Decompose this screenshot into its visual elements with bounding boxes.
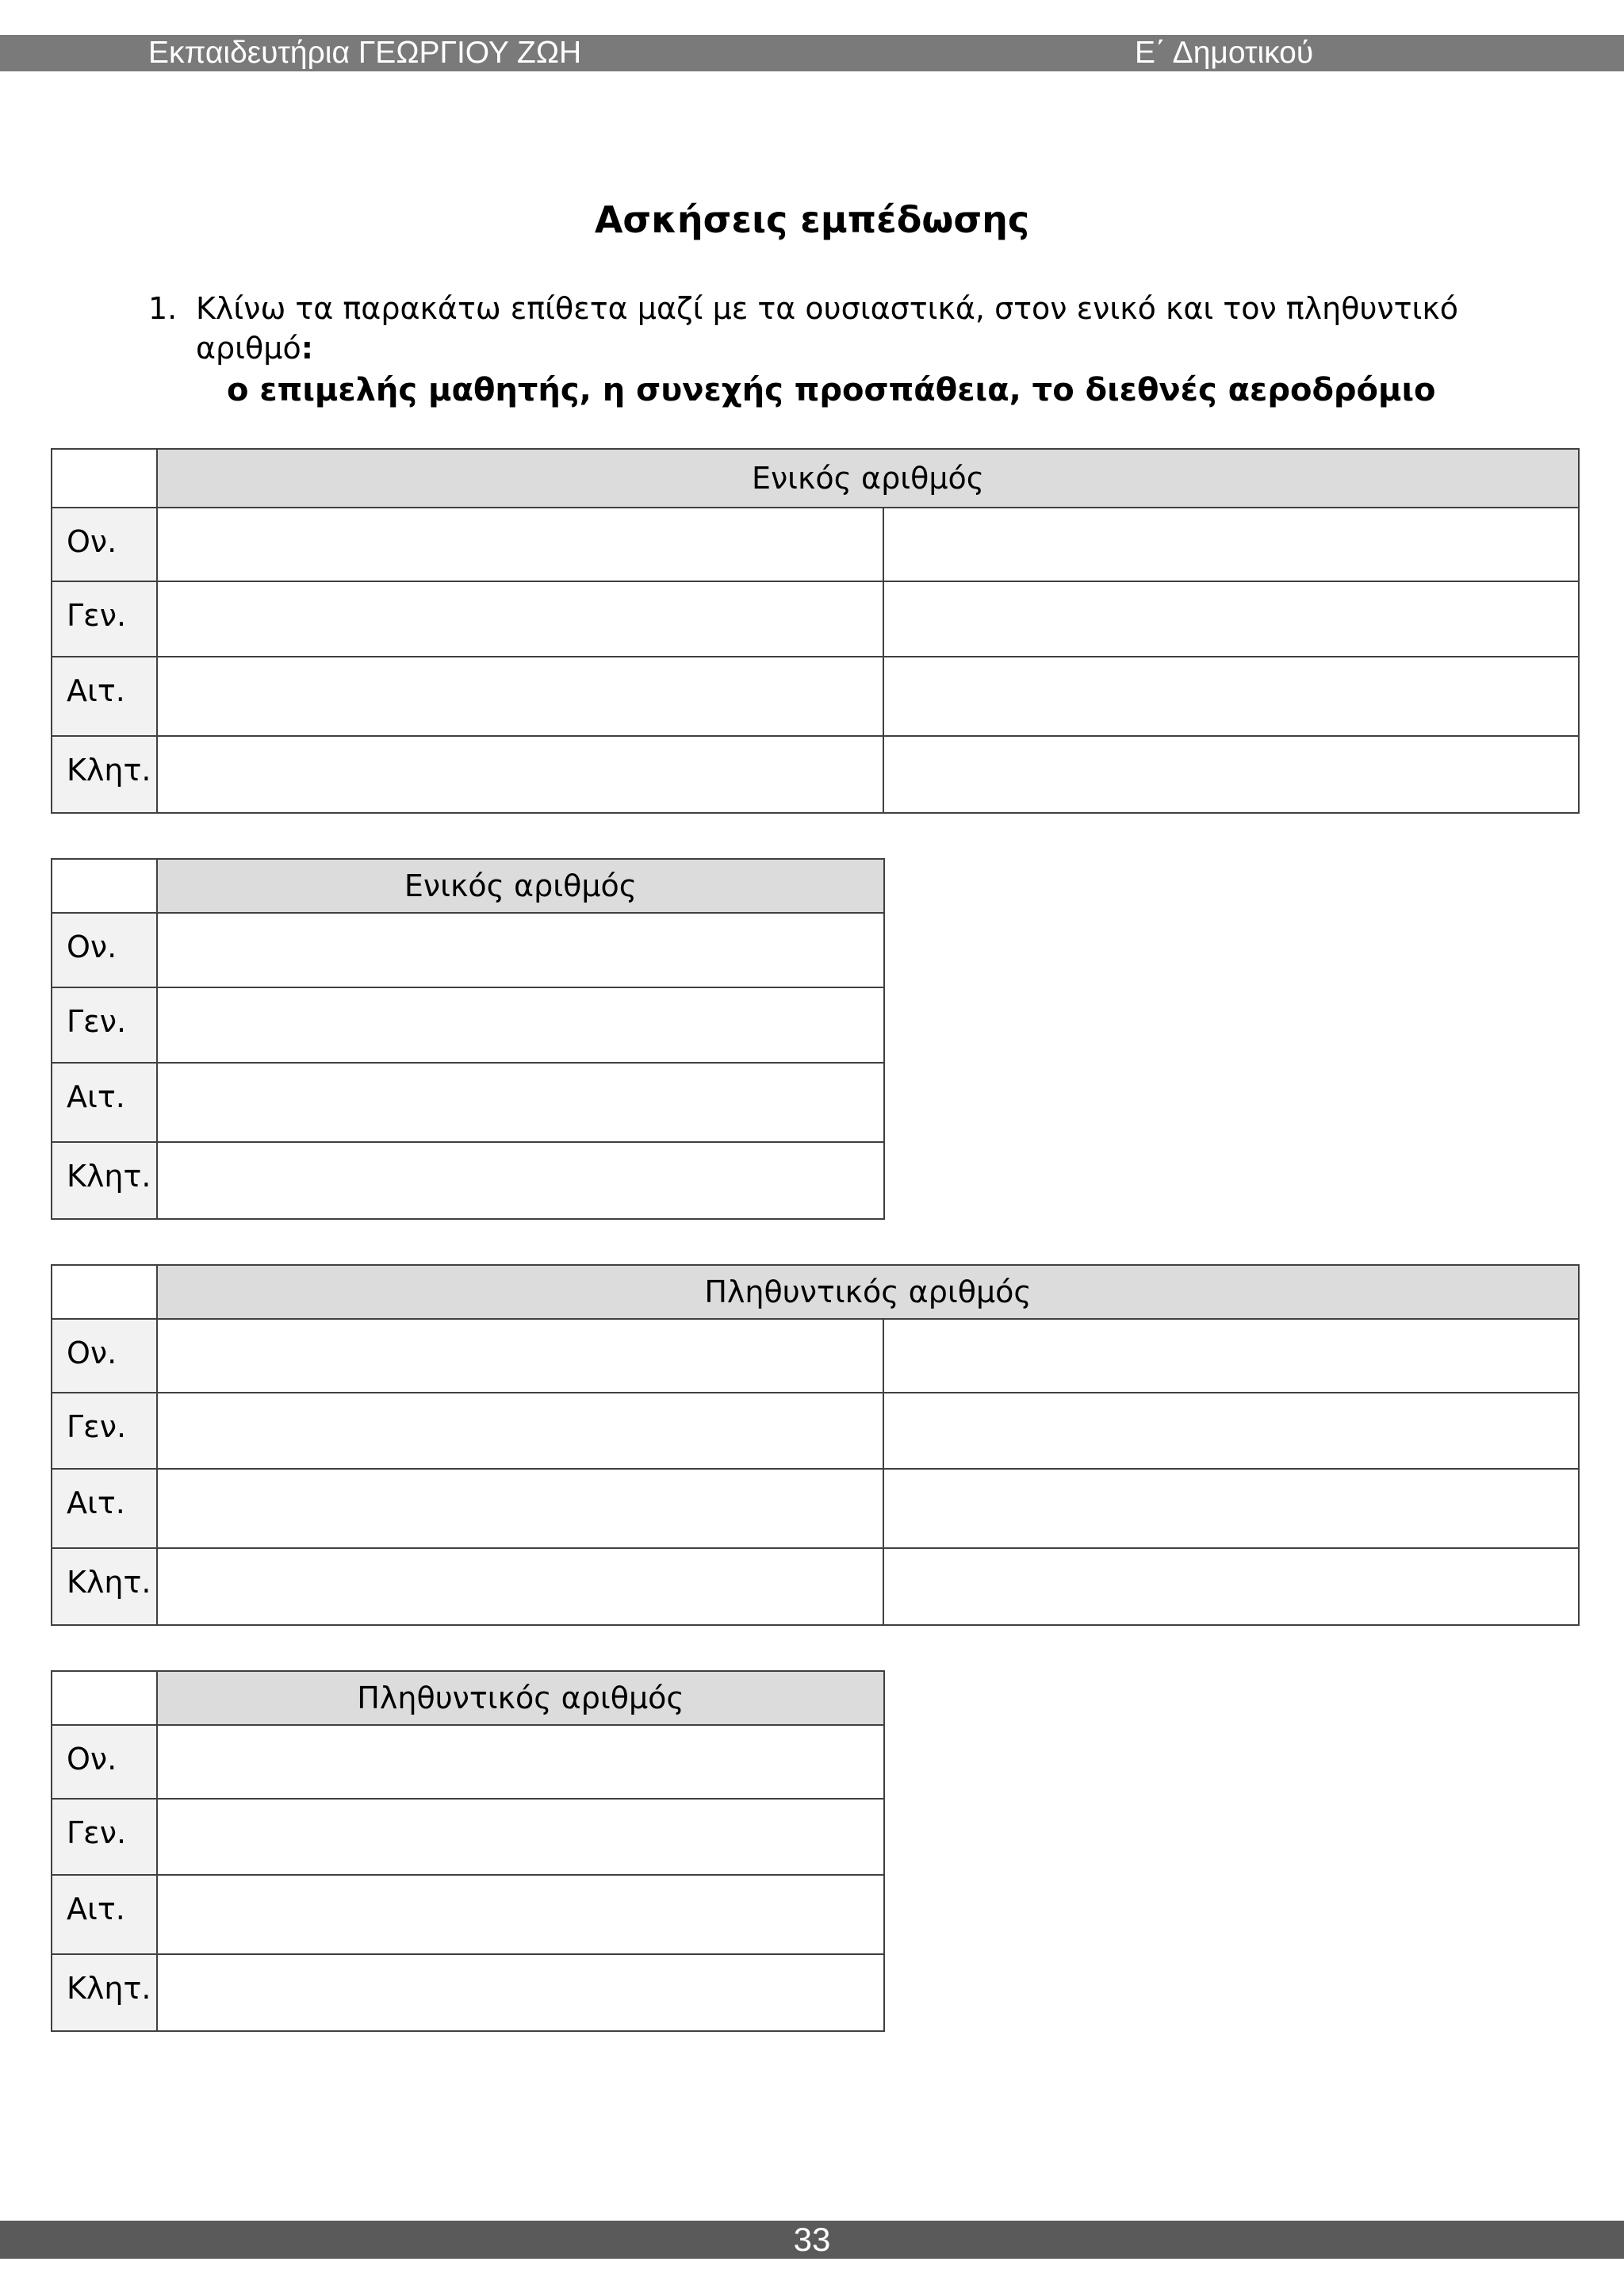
answer-cell[interactable] (157, 1799, 884, 1875)
case-label: Αιτ. (52, 1063, 157, 1142)
grade-label: Ε΄ Δημοτικού (1135, 36, 1314, 70)
answer-cell[interactable] (157, 1954, 884, 2031)
table-heading: Ενικός αριθμός (157, 449, 1579, 508)
answer-cell[interactable] (883, 581, 1579, 657)
plural-table-double (51, 1264, 1580, 1626)
answer-cell[interactable] (157, 913, 884, 987)
table-heading: Πληθυντικός αριθμός (157, 1671, 884, 1725)
answer-cell[interactable] (157, 1393, 883, 1469)
answer-cell[interactable] (883, 1319, 1579, 1393)
case-label: Γεν. (52, 987, 157, 1063)
case-label: Κλητ. (52, 1954, 157, 2031)
table-corner-cell (52, 1265, 157, 1319)
answer-cell[interactable] (157, 508, 883, 581)
school-name: Εκπαιδευτήρια ΓΕΩΡΓΙΟΥ ΖΩΗ (148, 36, 582, 70)
answer-cell[interactable] (883, 1469, 1579, 1548)
case-label: Γεν. (52, 1393, 157, 1469)
answer-cell[interactable] (883, 1548, 1579, 1625)
case-label: Αιτ. (52, 657, 157, 736)
case-label: Κλητ. (52, 736, 157, 813)
answer-cell[interactable] (157, 1063, 884, 1142)
table-corner-cell (52, 449, 157, 508)
case-label: Αιτ. (52, 1469, 157, 1548)
case-label: Ον. (52, 1725, 157, 1799)
exercise-instruction (196, 289, 1465, 368)
answer-cell[interactable] (883, 736, 1579, 813)
page-footer (0, 2221, 1624, 2259)
exercise-instruction-colon: : (301, 331, 313, 366)
table-heading: Πληθυντικός αριθμός (157, 1265, 1579, 1319)
table-heading: Ενικός αριθμός (157, 859, 884, 913)
case-label: Κλητ. (52, 1142, 157, 1219)
exercise-instruction-text: Κλίνω τα παρακάτω επίθετα μαζί με τα ουσιαστικά, στον ενικό και τον πληθυντικό αριθμό (196, 291, 1459, 366)
case-label: Αιτ. (52, 1875, 157, 1954)
singular-table-double (51, 448, 1580, 814)
answer-cell[interactable] (157, 987, 884, 1063)
answer-cell[interactable] (883, 508, 1579, 581)
answer-cell[interactable] (883, 1393, 1579, 1469)
table-corner-cell (52, 1671, 157, 1725)
answer-cell[interactable] (157, 1725, 884, 1799)
answer-cell[interactable] (157, 736, 883, 813)
table-corner-cell (52, 859, 157, 913)
page-title: Ασκήσεις εμπέδωσης (594, 198, 1030, 241)
exercise-number: 1. (148, 291, 178, 326)
exercise-phrases: ο επιμελής μαθητής, η συνεχής προσπάθεια, το διεθνές αεροδρόμιο (227, 372, 1436, 408)
page-number: 33 (793, 2221, 831, 2258)
answer-cell[interactable] (157, 1875, 884, 1954)
case-label: Ον. (52, 1319, 157, 1393)
case-label: Γεν. (52, 1799, 157, 1875)
case-label: Κλητ. (52, 1548, 157, 1625)
case-label: Ον. (52, 913, 157, 987)
case-label: Γεν. (52, 581, 157, 657)
page-header (0, 35, 1624, 71)
answer-cell[interactable] (157, 1469, 883, 1548)
singular-table-single (51, 858, 885, 1220)
case-label: Ον. (52, 508, 157, 581)
answer-cell[interactable] (157, 1548, 883, 1625)
answer-cell[interactable] (157, 657, 883, 736)
answer-cell[interactable] (157, 581, 883, 657)
answer-cell[interactable] (883, 657, 1579, 736)
answer-cell[interactable] (157, 1142, 884, 1219)
answer-cell[interactable] (157, 1319, 883, 1393)
plural-table-single (51, 1670, 885, 2032)
